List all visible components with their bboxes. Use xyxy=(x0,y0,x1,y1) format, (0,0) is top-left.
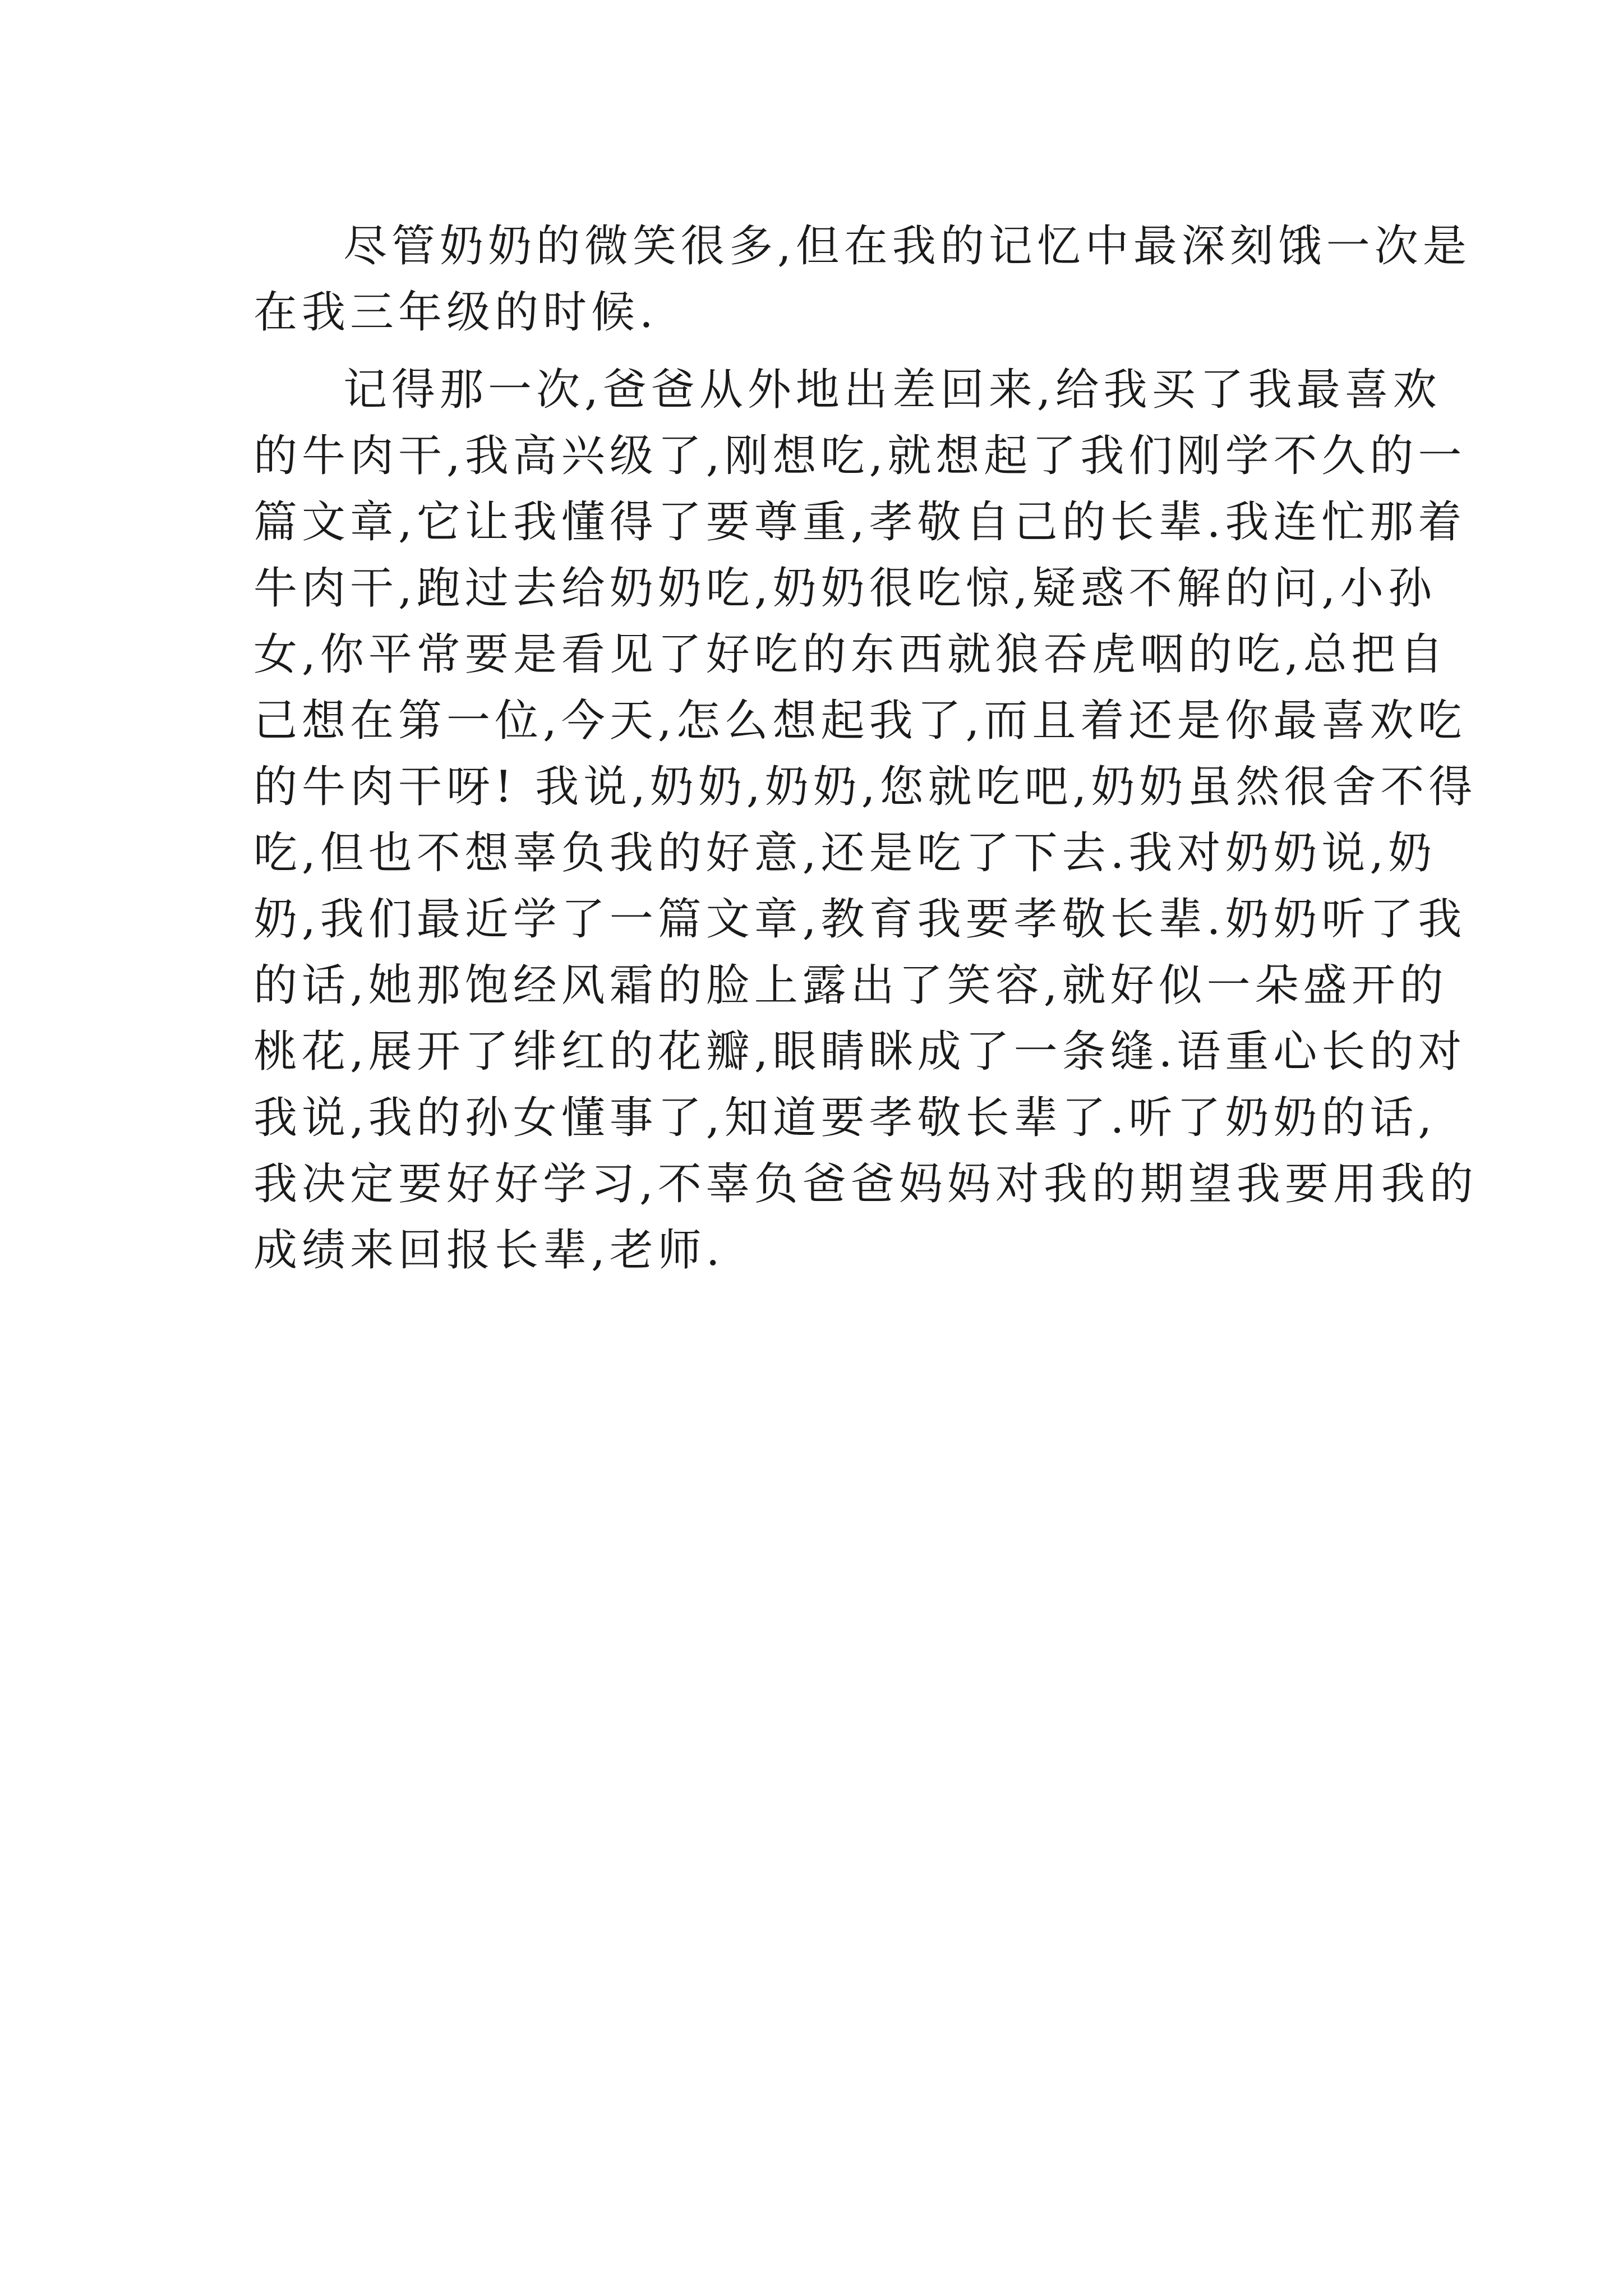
paragraph-line: 篇文章,它让我懂得了要尊重,孝敬自己的长辈.我连忙那着 xyxy=(253,497,1467,547)
paragraph-line: 记得那一次,爸爸从外地出差回来,给我买了我最喜欢 xyxy=(343,365,1441,415)
paragraph-line: 成绩来回报长辈,老师. xyxy=(253,1225,725,1276)
paragraph-2 xyxy=(253,357,1478,1283)
paragraph-line: 女,你平常要是看见了好吃的东西就狼吞虎咽的吃,总把自 xyxy=(253,629,1448,680)
paragraph-line: 己想在第一位,今天,怎么想起我了,而且着还是你最喜欢吃 xyxy=(253,696,1467,746)
paragraph-line: 奶,我们最近学了一篇文章,教育我要孝敬长辈.奶奶听了我 xyxy=(253,894,1467,945)
paragraph-gap xyxy=(253,346,1386,357)
paragraph-line: 的牛肉干呀! 我说,奶奶,奶奶,您就吃吧,奶奶虽然很舍不得 xyxy=(253,762,1477,812)
paragraph-line: 吃,但也不想辜负我的好意,还是吃了下去.我对奶奶说,奶 xyxy=(253,828,1437,878)
paragraph-line: 我决定要好好学习,不辜负爸爸妈妈对我的期望我要用我的 xyxy=(253,1159,1478,1209)
paragraph-line: 在我三年级的时候. xyxy=(253,287,658,338)
paragraph-1 xyxy=(253,213,1471,346)
paragraph-line: 尽管奶奶的微笑很多,但在我的记忆中最深刻饿一次是 xyxy=(343,221,1471,272)
paragraph-line: 的话,她那饱经风霜的脸上露出了笑容,就好似一朵盛开的 xyxy=(253,960,1448,1011)
paragraph-line: 的牛肉干,我高兴级了,刚想吃,就想起了我们刚学不久的一 xyxy=(253,431,1467,481)
paragraph-line: 桃花,展开了绯红的花瓣,眼睛眯成了一条缝.语重心长的对 xyxy=(253,1027,1467,1077)
paragraph-line: 牛肉干,跑过去给奶奶吃,奶奶很吃惊,疑惑不解的问,小孙 xyxy=(253,563,1437,614)
paragraph-line: 我说,我的孙女懂事了,知道要孝敬长辈了.听了奶奶的话, xyxy=(253,1093,1437,1143)
document-body xyxy=(253,213,1478,1283)
